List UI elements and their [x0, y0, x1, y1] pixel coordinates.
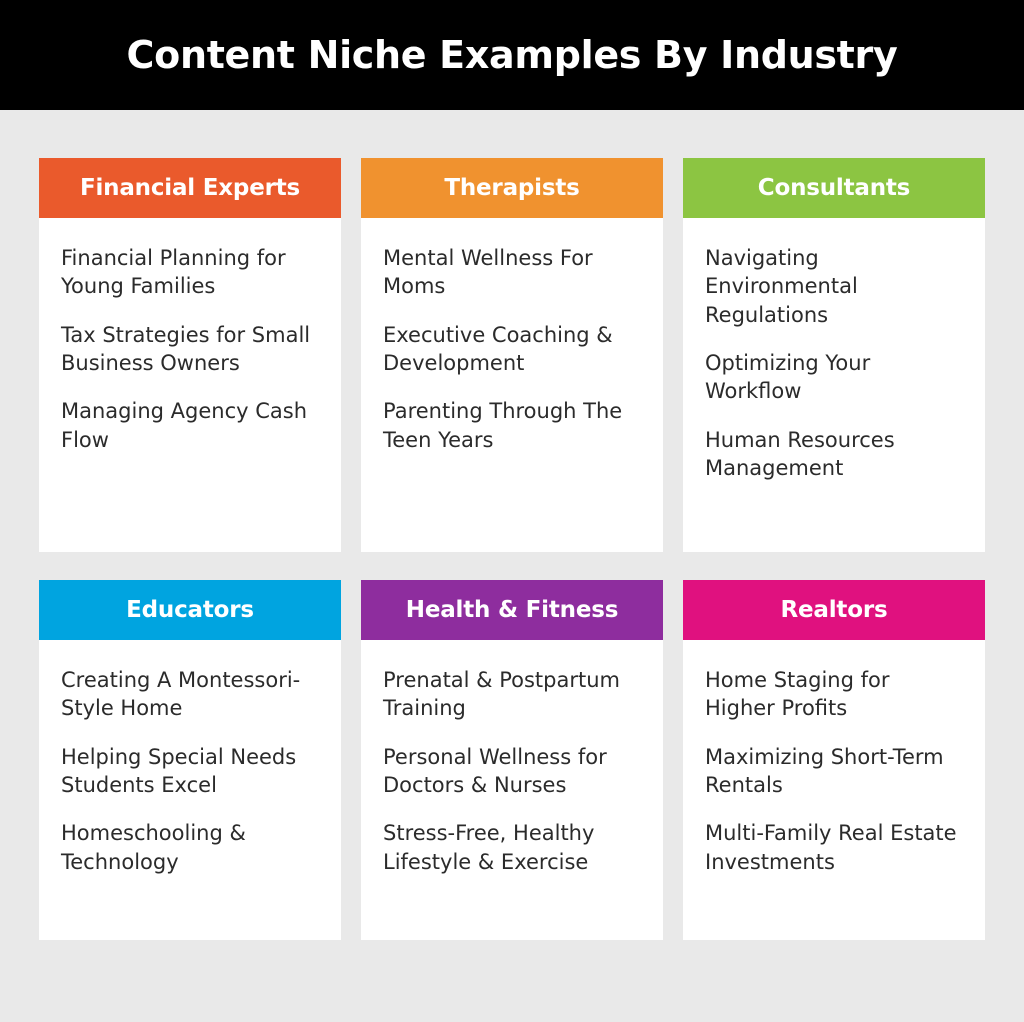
page-title: Content Niche Examples By Industry — [126, 33, 898, 77]
card-body-consultants — [683, 218, 985, 552]
list-item: Multi-Family Real Estate Investments — [705, 821, 957, 874]
card-body-therapists — [361, 218, 663, 552]
list-item: Human Resources Management — [705, 427, 895, 481]
list-item: Homeschooling & Technology — [61, 821, 246, 874]
list-item: Executive Coaching & Development — [383, 322, 613, 376]
list-item: Home Staging for Higher Profits — [705, 668, 890, 721]
card-title: Financial Experts — [79, 175, 301, 201]
list-item: Parenting Through The Teen Years — [383, 399, 623, 452]
card-title: Educators — [126, 597, 254, 623]
card-header-realtors — [683, 580, 985, 640]
card-header-therapists — [361, 158, 663, 218]
card-health-and-fitness — [361, 580, 663, 940]
card-body-educators — [39, 640, 341, 940]
niche-list — [705, 666, 963, 876]
list-item: Personal Wellness for Doctors & Nurses — [383, 744, 607, 798]
card-realtors — [683, 580, 985, 940]
list-item: Financial Planning for Young Families — [61, 246, 286, 299]
niche-list — [61, 666, 319, 876]
list-item: Helping Special Needs Students Excel — [61, 744, 297, 798]
card-title: Realtors — [780, 597, 888, 623]
card-body-financial-experts — [39, 218, 341, 552]
niche-list — [705, 244, 963, 482]
card-body-health-and-fitness — [361, 640, 663, 940]
niche-list — [61, 244, 319, 454]
card-header-financial-experts — [39, 158, 341, 218]
list-item: Maximizing Short-Term Rentals — [705, 744, 944, 798]
niche-list — [383, 244, 641, 454]
list-item: Optimizing Your Workflow — [705, 351, 871, 404]
title-bar — [0, 0, 1024, 110]
list-item: Mental Wellness For Moms — [383, 246, 593, 299]
list-item: Creating A Montessori-Style Home — [61, 668, 301, 721]
list-item: Stress-Free, Healthy Lifestyle & Exercise — [383, 821, 595, 874]
card-title: Therapists — [444, 175, 580, 201]
list-item: Tax Strategies for Small Business Owners — [61, 322, 311, 376]
card-educators — [39, 580, 341, 940]
card-body-realtors — [683, 640, 985, 940]
card-consultants — [683, 158, 985, 552]
list-item: Navigating Environmental Regulations — [705, 246, 858, 327]
card-header-educators — [39, 580, 341, 640]
niche-list — [383, 666, 641, 876]
card-therapists — [361, 158, 663, 552]
card-grid — [0, 110, 1024, 940]
list-item: Prenatal & Postpartum Training — [383, 668, 620, 721]
card-header-consultants — [683, 158, 985, 218]
card-title: Health & Fitness — [405, 597, 619, 623]
card-header-health-and-fitness — [361, 580, 663, 640]
list-item: Managing Agency Cash Flow — [61, 399, 308, 452]
card-title: Consultants — [757, 175, 911, 201]
card-financial-experts — [39, 158, 341, 552]
